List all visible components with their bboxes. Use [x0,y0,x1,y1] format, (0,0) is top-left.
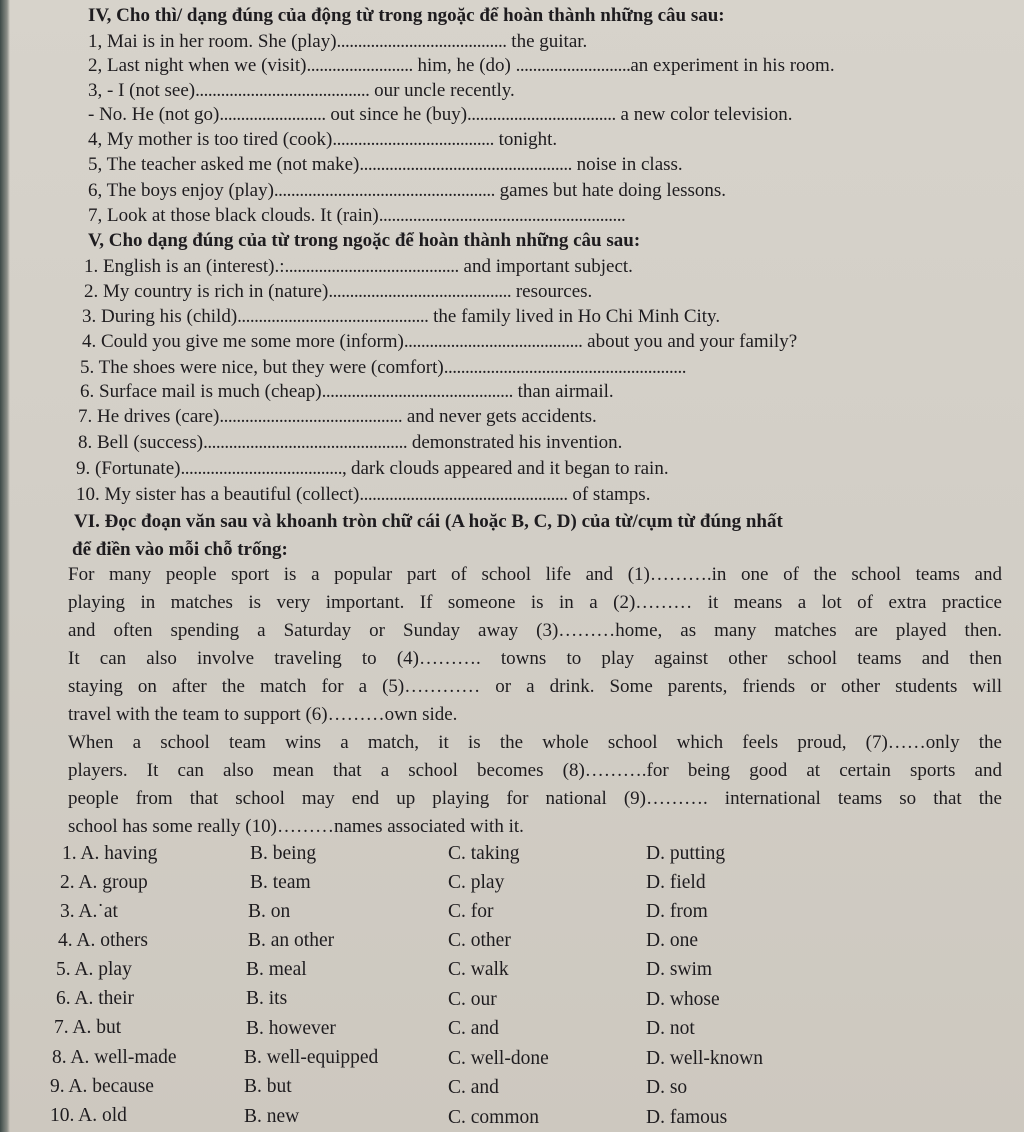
passage-line: people from that school may end up playing for national (9)………. international teams so that the [68,788,1002,809]
option-a[interactable]: 5. A. play [56,959,132,980]
option-d[interactable]: D. so [646,1077,688,1098]
option-b[interactable]: B. however [246,1018,336,1039]
passage-line: For many people sport is a popular part of school life and (1)……….in one of the school teams and [68,564,1002,585]
option-b[interactable]: B. its [246,988,288,1009]
option-a[interactable]: 7. A. but [54,1017,122,1038]
section-5-item: 9. (Fortunate)......................................, dark clouds appeared and it began to rain. [76,458,669,479]
option-a[interactable]: 2. A. group [60,872,148,893]
option-c[interactable]: C. and [448,1077,499,1098]
option-a[interactable]: 1. A. having [62,843,158,864]
section-5-heading: V, Cho dạng đúng của từ trong ngoặc để hoàn thành những câu sau: [88,230,641,251]
option-b[interactable]: B. being [250,843,317,864]
option-b[interactable]: B. team [250,872,311,893]
section-6-heading-continued: để điền vào mỗi chỗ trống: [72,539,288,560]
passage-line: school has some really (10)………names associated with it. [68,816,524,837]
section-4-item: 4, My mother is too tired (cook)...................................... tonight. [88,129,558,150]
option-d[interactable]: D. not [646,1018,695,1039]
option-c[interactable]: C. other [448,930,511,951]
option-c[interactable]: C. walk [448,959,509,980]
section-4-item: 2, Last night when we (visit)......................... him, he (do) ...........................an experiment in his room. [88,55,835,76]
option-a[interactable]: 4. A. others [58,930,148,951]
section-4-item: - No. He (not go)......................... out since he (buy)................................... a new color television. [88,104,793,125]
section-4-item: 3, - I (not see)......................................... our uncle recently. [88,80,515,101]
option-c[interactable]: C. common [448,1107,539,1128]
section-6-heading: VI. Đọc đoạn văn sau và khoanh tròn chữ cái (A hoặc B, C, D) của từ/cụm từ đúng nhất [74,511,783,532]
option-d[interactable]: D. whose [646,989,720,1010]
section-4-heading: IV, Cho thì/ dạng đúng của động từ trong ngoặc để hoàn thành những câu sau: [88,5,725,26]
option-d[interactable]: D. well-known [646,1048,763,1069]
option-d[interactable]: D. field [646,872,706,893]
passage-line: travel with the team to support (6)………own side. [68,704,458,725]
reading-passage [68,561,1002,841]
option-d[interactable]: D. one [646,930,698,951]
section-4-item: 7, Look at those black clouds. It (rain).......................................................... [88,205,626,226]
section-5-item: 8. Bell (success)................................................ demonstrated his invention. [78,432,623,453]
option-d[interactable]: D. from [646,901,708,922]
passage-line: players. It can also mean that a school becomes (8)……….for being good at certain sports and [68,760,1002,781]
option-c[interactable]: C. and [448,1018,499,1039]
section-5-item: 2. My country is rich in (nature)........................................... resources. [84,281,593,302]
option-c[interactable]: C. our [448,989,497,1010]
option-c[interactable]: C. well-done [448,1048,549,1069]
option-d[interactable]: D. putting [646,843,726,864]
passage-line: It can also involve traveling to (4)………. towns to play against other school teams and then [68,648,1002,669]
section-4-item: 6, The boys enjoy (play).................................................... games but hate doing lessons. [88,180,727,201]
option-b[interactable]: B. meal [246,959,307,980]
option-d[interactable]: D. swim [646,959,713,980]
option-a[interactable]: 9. A. because [50,1076,154,1097]
option-b[interactable]: B. but [244,1076,292,1097]
option-a[interactable]: 10. A. old [50,1105,127,1126]
option-b[interactable]: B. on [248,901,291,922]
option-a[interactable]: 3. A.˙at [60,901,118,922]
section-4-item: 5, The teacher asked me (not make).................................................. noise in class. [88,154,683,175]
section-5-item: 6. Surface mail is much (cheap)............................................. than airmail. [80,381,614,402]
passage-line: staying on after the match for a (5)………… or a drink. Some parents, friends or other students will [68,676,1002,697]
option-a[interactable]: 6. A. their [56,988,134,1009]
section-5-item: 1. English is an (interest).:......................................... and important subject. [84,256,633,277]
passage-line: and often spending a Saturday or Sunday away (3)………home, as many matches are played then. [68,620,1002,641]
option-b[interactable]: B. well-equipped [244,1047,379,1068]
option-c[interactable]: C. for [448,901,494,922]
section-4-item: 1, Mai is in her room. She (play)........................................ the guitar. [88,31,588,52]
section-5-item: 5. The shoes were nice, but they were (comfort)......................................................... [80,357,686,378]
section-5-item: 3. During his (child)............................................. the family lived in Ho Chi Minh City. [82,306,721,327]
option-c[interactable]: C. taking [448,843,520,864]
section-5-item: 4. Could you give me some more (inform).......................................... about you and your family? [82,331,798,352]
option-c[interactable]: C. play [448,872,505,893]
section-5-item: 10. My sister has a beautiful (collect)................................................. of stamps. [76,484,651,505]
option-b[interactable]: B. new [244,1106,300,1127]
passage-line: playing in matches is very important. If someone is in a (2)……… it means a lot of extra practice [68,592,1002,613]
section-5-item: 7. He drives (care)........................................... and never gets accidents. [78,406,597,427]
option-a[interactable]: 8. A. well-made [52,1047,177,1068]
passage-line: When a school team wins a match, it is the whole school which feels proud, (7)……only the [68,732,1002,753]
option-d[interactable]: D. famous [646,1107,728,1128]
option-b[interactable]: B. an other [248,930,335,951]
